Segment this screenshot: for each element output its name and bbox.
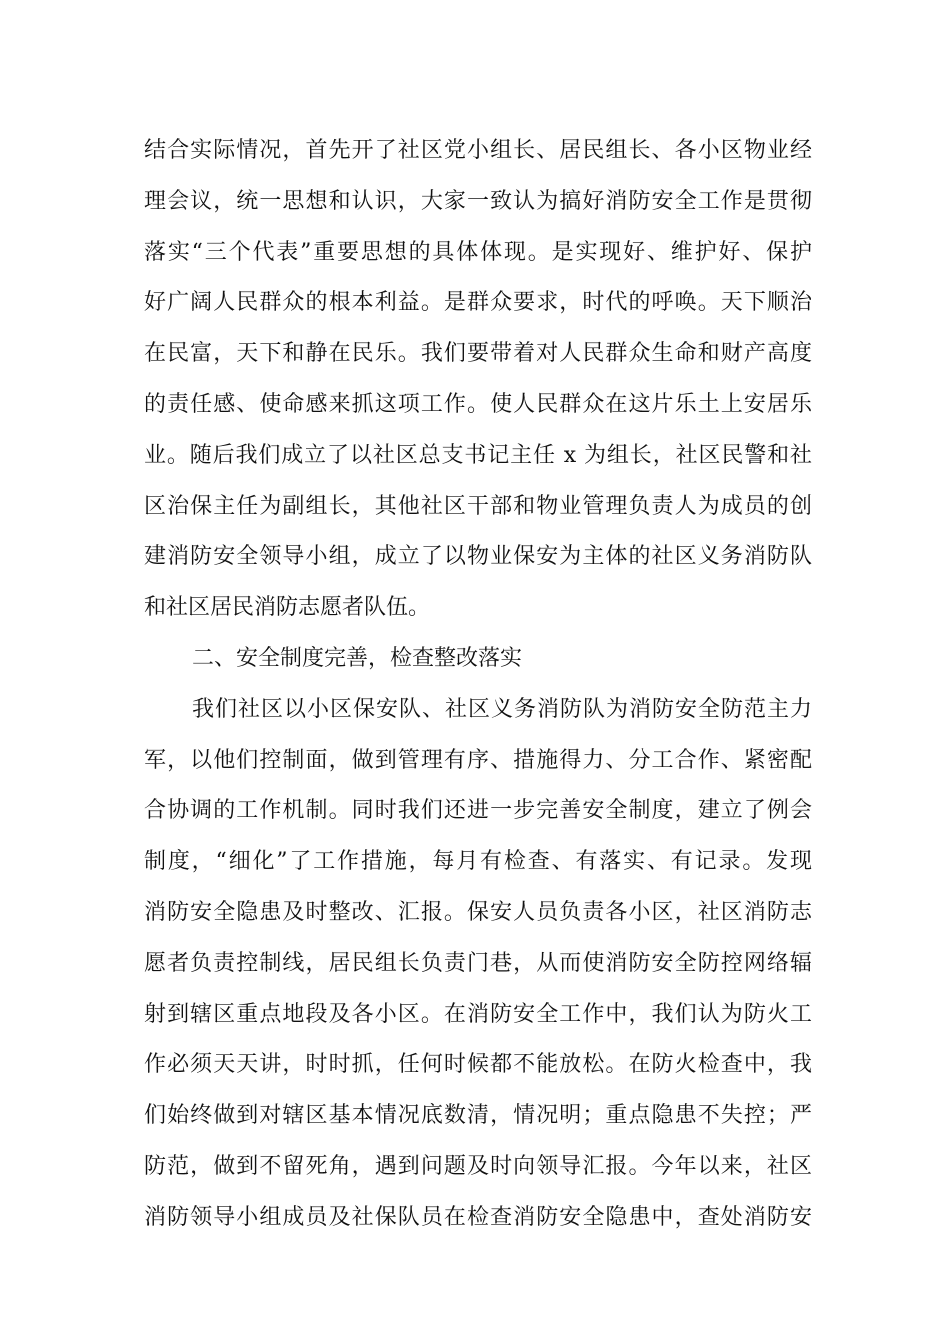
text-line: 业。随后我们成立了以社区总支书记主任 x 为组长，社区民警和社 (144, 442, 812, 468)
text-line: 理会议，统一思想和认识，大家一致认为搞好消防安全工作是贯彻 (144, 188, 812, 214)
text-line: 好广阔人民群众的根本利益。是群众要求，时代的呼唤。天下顺治 (144, 290, 812, 316)
text-line: 消防安全隐患及时整改、汇报。保安人员负责各小区，社区消防志 (144, 899, 812, 925)
text-line: 防范，做到不留死角，遇到问题及时向领导汇报。今年以来，社区 (144, 1153, 812, 1179)
text-line: 作必须天天讲，时时抓，任何时候都不能放松。在防火检查中，我 (144, 1052, 812, 1078)
text-line: 制度，“细化”了工作措施，每月有检查、有落实、有记录。发现 (144, 849, 812, 875)
text-line: 和社区居民消防志愿者队伍。 (144, 595, 431, 621)
text-line: 合协调的工作机制。同时我们还进一步完善安全制度，建立了例会 (144, 798, 812, 824)
text-line: 在民富，天下和静在民乐。我们要带着对人民群众生命和财产高度 (144, 341, 812, 367)
text-line: 结合实际情况，首先开了社区党小组长、居民组长、各小区物业经 (144, 138, 812, 163)
text-line: 建消防安全领导小组，成立了以物业保安为主体的社区义务消防队 (144, 544, 812, 570)
text-line: 的责任感、使命感来抓这项工作。使人民群众在这片乐土上安居乐 (144, 391, 812, 417)
section-heading: 二、安全制度完善，检查整改落实 (192, 645, 523, 671)
text-line: 区治保主任为副组长，其他社区干部和物业管理负责人为成员的创 (144, 493, 812, 519)
text-line: 消防领导小组成员及社保队员在检查消防安全隐患中，查处消防安 (144, 1204, 812, 1230)
text-line: 军，以他们控制面，做到管理有序、措施得力、分工合作、紧密配 (144, 747, 812, 773)
text-line: 我们社区以小区保安队、社区义务消防队为消防安全防范主力 (192, 696, 812, 722)
text-line: 愿者负责控制线，居民组长负责门巷，从而使消防安全防控网络辐 (144, 950, 812, 976)
text-line: 落实“三个代表”重要思想的具体体现。是实现好、维护好、保护 (144, 239, 812, 265)
text-line: 射到辖区重点地段及各小区。在消防安全工作中，我们认为防火工 (144, 1001, 812, 1027)
body-text (144, 126, 812, 1244)
text-line: 们始终做到对辖区基本情况底数清，情况明；重点隐患不失控；严 (144, 1103, 812, 1129)
